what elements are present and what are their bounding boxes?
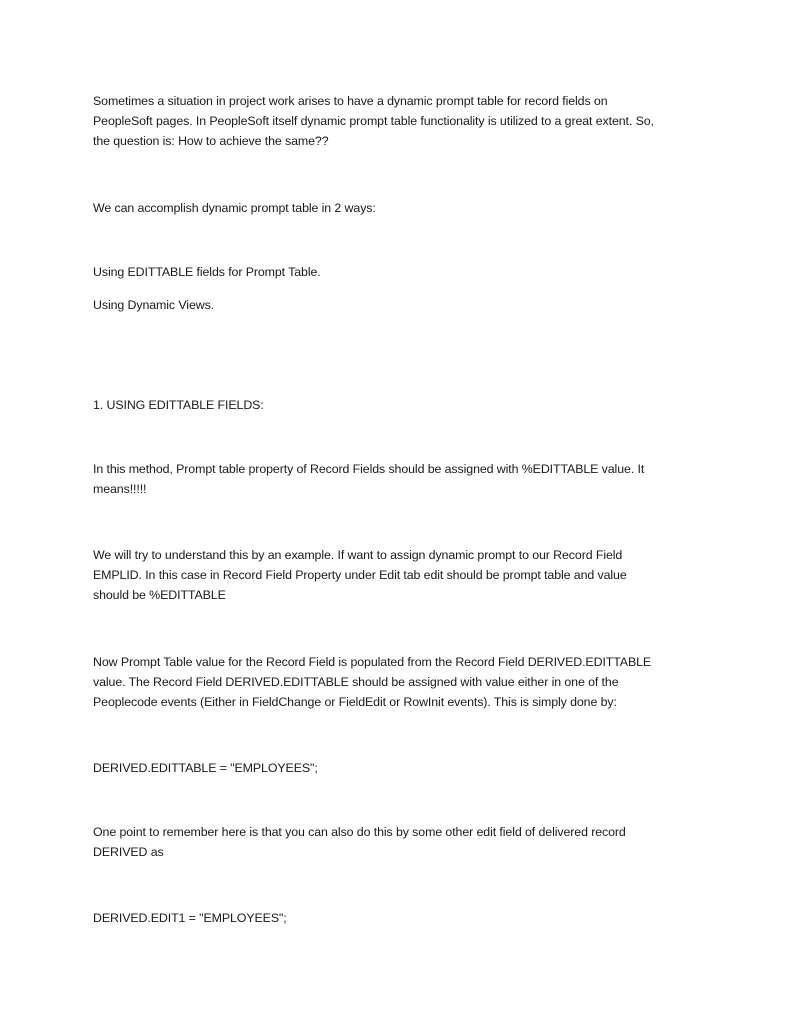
way-2-paragraph (93, 295, 703, 315)
remember-line-1: One point to remember here is that you can also do this by some other edit field of delivered record (93, 825, 626, 839)
populated-paragraph (93, 652, 703, 712)
code-2-text: DERIVED.EDIT1 = "EMPLOYEES"; (93, 911, 287, 925)
example-line-3: should be %EDITTABLE (93, 588, 226, 602)
section-1-heading-text: 1. USING EDITTABLE FIELDS: (93, 398, 264, 412)
way-1-text: Using EDITTABLE fields for Prompt Table. (93, 265, 321, 279)
remember-line-2: DERIVED as (93, 845, 164, 859)
remember-paragraph (93, 822, 703, 862)
code-line-2 (93, 908, 703, 928)
way-1-paragraph (93, 262, 703, 282)
populated-line-3: Peoplecode events (Either in FieldChange or FieldEdit or RowInit events). This is simply done by: (93, 695, 617, 709)
example-line-2: EMPLID. In this case in Record Field Property under Edit tab edit should be prompt table and value (93, 568, 627, 582)
section-1-heading (93, 395, 703, 415)
example-line-1: We will try to understand this by an example. If want to assign dynamic prompt to our Record Field (93, 548, 623, 562)
code-1-text: DERIVED.EDITTABLE = "EMPLOYEES"; (93, 761, 318, 775)
ways-intro-text: We can accomplish dynamic prompt table in 2 ways: (93, 201, 376, 215)
method-paragraph (93, 459, 703, 499)
intro-line-3: the question is: How to achieve the same?? (93, 134, 329, 148)
way-2-text: Using Dynamic Views. (93, 298, 215, 312)
intro-paragraph (93, 91, 703, 151)
populated-line-1: Now Prompt Table value for the Record Field is populated from the Record Field DERIVED.EDITTABLE (93, 655, 652, 669)
code-line-1 (93, 758, 703, 778)
example-paragraph (93, 545, 703, 605)
intro-line-1: Sometimes a situation in project work arises to have a dynamic prompt table for record fields on (93, 94, 608, 108)
method-line-1: In this method, Prompt table property of Record Fields should be assigned with %EDITTABLE value. It (93, 462, 645, 476)
intro-line-2: PeopleSoft pages. In PeopleSoft itself dynamic prompt table functionality is utilized to a great extent. So, (93, 114, 654, 128)
populated-line-2: value. The Record Field DERIVED.EDITTABLE should be assigned with value either in one of the (93, 675, 619, 689)
ways-intro-paragraph (93, 198, 703, 218)
method-line-2: means!!!!! (93, 482, 147, 496)
